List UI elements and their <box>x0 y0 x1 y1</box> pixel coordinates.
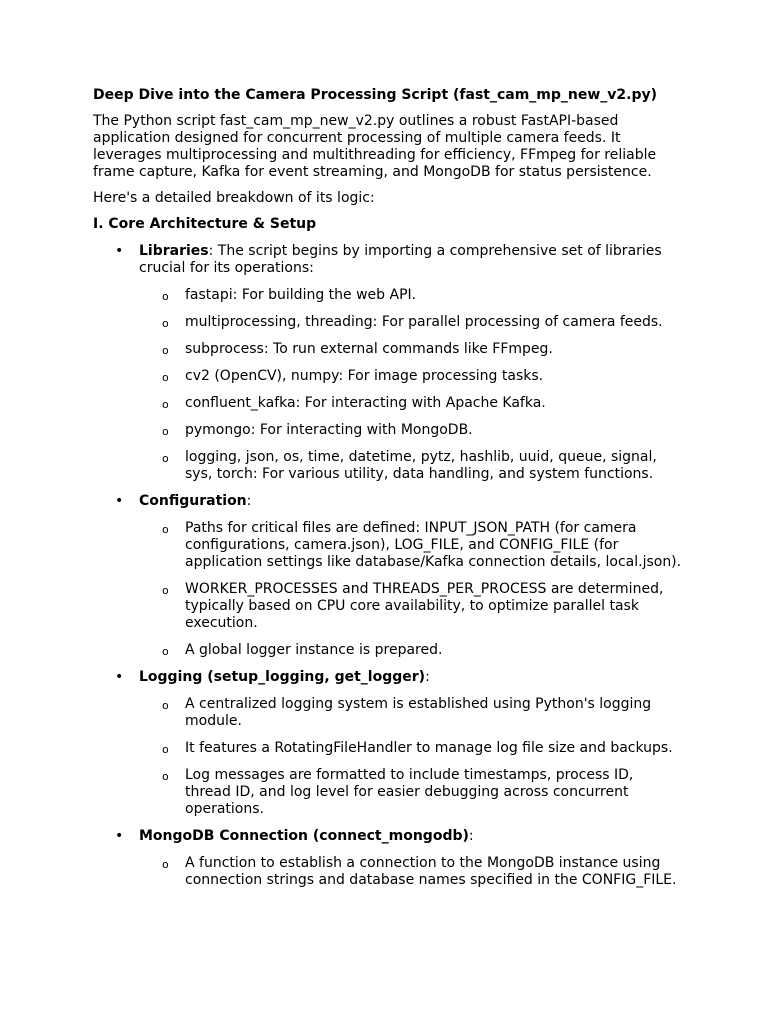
sub-item-text: Paths for critical files are defined: INPUT_JSON_PATH (for camera configurations, camera.json), LOG_FILE, and CONFIG_FILE (for application settings like database/Kafka connection details, local.json). <box>185 520 682 570</box>
sub-bullet-marker: o <box>162 290 169 303</box>
sub-list-item <box>139 368 683 385</box>
item-text: : <box>468 828 474 844</box>
section-heading: I. Core Architecture & Setup <box>93 216 317 232</box>
sub-bullet-marker: o <box>162 645 169 658</box>
sub-list-item <box>139 520 683 571</box>
sub-bullet-marker: o <box>162 371 169 384</box>
sub-bullet-marker: o <box>162 344 169 357</box>
sub-item-text: A function to establish a connection to the MongoDB instance using connection strings and database names specified in the CONFIG_FILE. <box>185 855 677 888</box>
sub-item-text: pymongo: For interacting with MongoDB. <box>185 422 473 438</box>
sub-item-text: Log messages are formatted to include timestamps, process ID, thread ID, and log level for easier debugging across concurrent operations. <box>185 767 634 817</box>
sub-list-item <box>139 581 683 632</box>
sub-item-text: It features a RotatingFileHandler to manage log file size and backups. <box>185 740 673 756</box>
bullet-marker: • <box>115 493 124 509</box>
sub-item-text: confluent_kafka: For interacting with Apache Kafka. <box>185 395 546 411</box>
sub-item-text: cv2 (OpenCV), numpy: For image processing tasks. <box>185 368 544 384</box>
bullet-marker: • <box>115 243 124 259</box>
sub-bullet-list <box>139 855 683 889</box>
sub-bullet-marker: o <box>162 584 169 597</box>
sub-list-item <box>139 449 683 483</box>
list-item <box>93 493 683 659</box>
sub-bullet-list <box>139 696 683 818</box>
sub-list-item <box>139 696 683 730</box>
bullet-marker: • <box>115 828 124 844</box>
intro-paragraph: The Python script fast_cam_mp_new_v2.py outlines a robust FastAPI-based application designed for concurrent processing of multiple camera feeds. It leverages multiprocessing and multithreading for efficiency, FFmpeg for reliable frame capture, Kafka for event streaming, and MongoDB for status persistence. <box>93 113 657 180</box>
sub-bullet-marker: o <box>162 699 169 712</box>
sub-item-text: subprocess: To run external commands like FFmpeg. <box>185 341 553 357</box>
sub-bullet-marker: o <box>162 858 169 871</box>
item-label: Logging (setup_logging, get_logger) <box>139 669 426 685</box>
list-item <box>93 828 683 889</box>
sub-list-item <box>139 422 683 439</box>
sub-bullet-marker: o <box>162 317 169 330</box>
sub-list-item <box>139 740 683 757</box>
sub-list-item <box>139 314 683 331</box>
sub-bullet-marker: o <box>162 398 169 411</box>
sub-item-text: fastapi: For building the web API. <box>185 287 417 303</box>
sub-item-text: A global logger instance is prepared. <box>185 642 443 658</box>
sub-bullet-marker: o <box>162 770 169 783</box>
sub-bullet-marker: o <box>162 743 169 756</box>
sub-item-text: multiprocessing, threading: For parallel processing of camera feeds. <box>185 314 663 330</box>
item-label: MongoDB Connection (connect_mongodb) <box>139 828 469 844</box>
item-label: Libraries <box>139 243 209 259</box>
main-bullet-list <box>93 243 683 889</box>
item-text: : <box>425 669 430 685</box>
item-label: Configuration <box>139 493 247 509</box>
sub-bullet-marker: o <box>162 452 169 465</box>
sub-item-text: A centralized logging system is established using Python's logging module. <box>185 696 652 729</box>
sub-bullet-marker: o <box>162 425 169 438</box>
bullet-marker: • <box>115 669 124 685</box>
sub-list-item <box>139 395 683 412</box>
item-text: : The script begins by importing a comprehensive set of libraries crucial for its operations: <box>139 243 662 276</box>
list-item <box>93 669 683 818</box>
sub-item-text: WORKER_PROCESSES and THREADS_PER_PROCESS are determined, typically based on CPU core availability, to optimize parallel task execution. <box>185 581 664 631</box>
list-item <box>93 243 683 483</box>
sub-list-item <box>139 855 683 889</box>
sub-item-text: logging, json, os, time, datetime, pytz, hashlib, uuid, queue, signal, sys, torch: For various utility, data handling, and system functions. <box>185 449 657 482</box>
breakdown-paragraph: Here's a detailed breakdown of its logic: <box>93 190 375 206</box>
sub-bullet-marker: o <box>162 523 169 536</box>
document-body <box>93 87 683 899</box>
sub-list-item <box>139 341 683 358</box>
sub-list-item <box>139 642 683 659</box>
sub-bullet-list <box>139 287 683 483</box>
sub-list-item <box>139 767 683 818</box>
item-text: : <box>246 493 252 509</box>
sub-list-item <box>139 287 683 304</box>
document-title: Deep Dive into the Camera Processing Script (fast_cam_mp_new_v2.py) <box>93 87 658 103</box>
sub-bullet-list <box>139 520 683 659</box>
